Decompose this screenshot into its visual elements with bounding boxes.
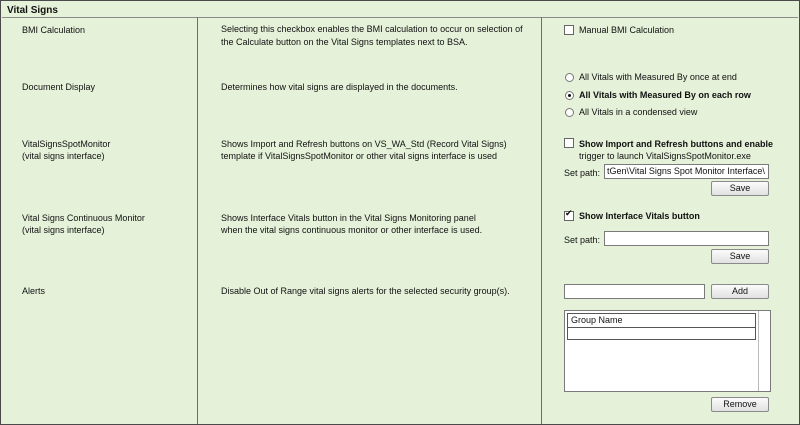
radio-condensed-view-label: All Vitals in a condensed view — [579, 107, 698, 117]
show-import-refresh-label: Show Import and Refresh buttons and enable — [579, 139, 774, 149]
grid-row[interactable] — [567, 327, 756, 340]
spot-monitor-label: VitalSignsSpotMonitor — [22, 139, 111, 149]
manual-bmi-checkbox[interactable] — [564, 25, 574, 35]
radio-measured-by-once-at-end[interactable] — [565, 73, 574, 82]
spot-monitor-sublabel: (vital signs interface) — [22, 151, 105, 161]
bmi-description-line-1: Selecting this checkbox enables the BMI calculation to occur on selection of — [221, 24, 523, 34]
radio-condensed-view[interactable] — [565, 108, 574, 117]
manual-bmi-checkbox-label: Manual BMI Calculation — [579, 25, 675, 35]
document-display-description: Determines how vital signs are displayed in the documents. — [221, 82, 458, 92]
document-display-label: Document Display — [22, 82, 96, 92]
continuous-monitor-sublabel: (vital signs interface) — [22, 225, 105, 235]
grid-header-group-name[interactable]: Group Name — [567, 313, 756, 327]
alerts-add-button[interactable]: Add — [711, 284, 769, 299]
radio-measured-by-once-at-end-label: All Vitals with Measured By once at end — [579, 72, 737, 82]
radio-measured-by-each-row[interactable] — [565, 91, 574, 100]
bmi-description-line-2: the Calculate button on the Vital Signs templates next to BSA. — [221, 37, 468, 47]
show-import-refresh-checkbox[interactable] — [564, 138, 574, 148]
alerts-description: Disable Out of Range vital signs alerts for the selected security group(s). — [221, 286, 510, 296]
alerts-remove-button[interactable]: Remove — [711, 397, 769, 412]
radio-measured-by-each-row-label: All Vitals with Measured By on each row — [579, 90, 751, 100]
show-interface-vitals-label: Show Interface Vitals button — [579, 211, 700, 221]
vertical-scrollbar[interactable] — [758, 311, 770, 391]
continuous-monitor-path-input[interactable] — [604, 231, 769, 246]
spot-monitor-set-path-label: Set path: — [564, 168, 601, 178]
continuous-monitor-description-line-2: when the vital signs continuous monitor or other interface is used. — [221, 225, 483, 235]
show-import-refresh-label-line-2: trigger to launch VitalSignsSpotMonitor.exe — [579, 151, 751, 161]
continuous-monitor-label: Vital Signs Continuous Monitor — [22, 213, 145, 223]
section-title: Vital Signs — [7, 5, 58, 16]
show-interface-vitals-checkbox[interactable] — [564, 211, 574, 221]
alerts-group-input[interactable] — [564, 284, 705, 299]
spot-monitor-description-line-2: template if VitalSignsSpotMonitor or other vital signs interface is used — [221, 151, 497, 161]
column-divider-left — [197, 17, 198, 424]
spot-monitor-path-input[interactable]: tGen\Vital Signs Spot Monitor Interface\ — [604, 164, 769, 179]
security-groups-list[interactable] — [564, 310, 771, 392]
alerts-label: Alerts — [22, 286, 46, 296]
continuous-monitor-save-button[interactable]: Save — [711, 249, 769, 264]
section-divider — [2, 17, 798, 18]
spot-monitor-description-line-1: Shows Import and Refresh buttons on VS_WA_Std (Record Vital Signs) — [221, 139, 507, 149]
bmi-calculation-label: BMI Calculation — [22, 25, 86, 35]
continuous-monitor-description-line-1: Shows Interface Vitals button in the Vital Signs Monitoring panel — [221, 213, 476, 223]
column-divider-right — [541, 17, 542, 424]
continuous-monitor-set-path-label: Set path: — [564, 235, 601, 245]
spot-monitor-save-button[interactable]: Save — [711, 181, 769, 196]
